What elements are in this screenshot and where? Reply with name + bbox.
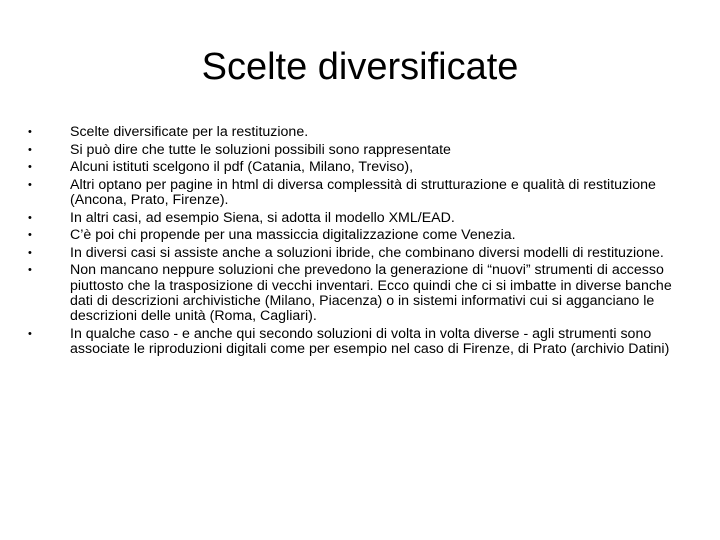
- bullet-icon: •: [28, 327, 32, 340]
- bullet-icon: •: [28, 264, 32, 277]
- bullet-item: [28, 211, 688, 226]
- bullet-text: In qualche caso - e anche qui secondo soluzioni di volta in volta diverse - agli strumenti sono associate le riproduzioni digitali come per esempio nel caso di Firenze, di Prato (archivio Datini): [70, 325, 670, 358]
- bullet-text: In diversi casi si assiste anche a soluzioni ibride, che combinano diversi modelli di restituzione.: [70, 244, 664, 261]
- bullet-item: [28, 178, 688, 209]
- bullet-icon: •: [28, 211, 32, 224]
- bullet-icon: •: [28, 143, 32, 156]
- bullet-item: [28, 125, 688, 140]
- bullet-item: [28, 246, 688, 261]
- bullet-icon: •: [28, 126, 32, 138]
- bullet-item: [28, 228, 688, 243]
- bullet-text: Altri optano per pagine in html di diversa complessità di strutturazione e qualità di restituzione (Ancona, Prato, Firenze).: [70, 176, 656, 209]
- bullet-icon: •: [28, 161, 32, 174]
- bullet-text: In altri casi, ad esempio Siena, si adotta il modello XML/EAD.: [70, 209, 455, 226]
- bullet-icon: •: [28, 246, 32, 259]
- bullet-item: [28, 143, 688, 158]
- bullet-icon: •: [28, 229, 32, 242]
- bullet-item: [28, 263, 688, 324]
- bullet-item: [28, 160, 688, 175]
- bullet-list: [28, 125, 688, 360]
- bullet-text: Alcuni istituti scelgono il pdf (Catania, Milano, Treviso),: [70, 159, 414, 176]
- bullet-item: [28, 327, 688, 358]
- bullet-text: Non mancano neppure soluzioni che prevedono la generazione di “nuovi” strumenti di accesso piuttosto che la trasposizione di vecchi inventari. Ecco quindi che ci si imbatte in diverse banche dati di descrizioni archivistiche (Milano, Piacenza) o in sistemi informativi cui si agganciano le descrizioni delle unità (Roma, Cagliari).: [70, 262, 672, 325]
- slide-title: Scelte diversificate: [201, 46, 519, 88]
- bullet-icon: •: [28, 178, 32, 191]
- bullet-text: C’è poi chi propende per una massiccia digitalizzazione come Venezia.: [70, 227, 516, 244]
- bullet-text: Si può dire che tutte le soluzioni possibili sono rappresentate: [70, 141, 451, 158]
- bullet-text: Scelte diversificate per la restituzione.: [70, 124, 309, 140]
